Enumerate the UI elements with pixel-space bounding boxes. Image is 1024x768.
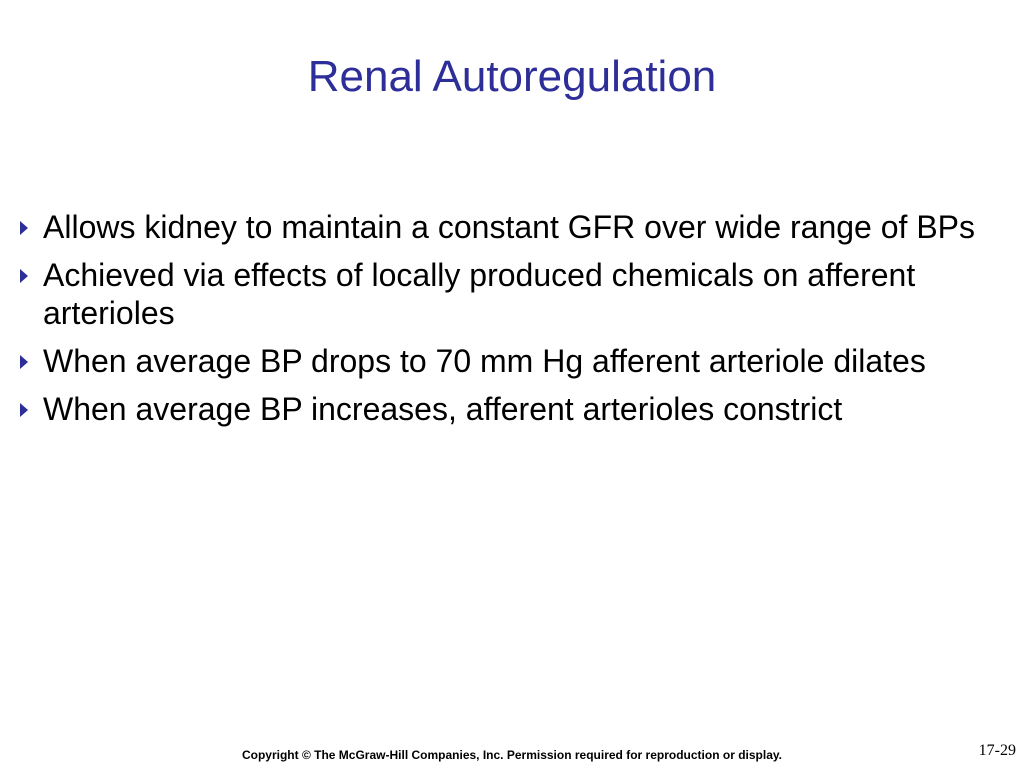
bullet-item [18, 208, 1008, 246]
triangle-right-icon [20, 221, 28, 235]
bullet-item [18, 342, 1008, 380]
bullet-text: When average BP increases, afferent arterioles constrict [43, 391, 843, 427]
triangle-right-icon [20, 403, 28, 417]
slide-title: Renal Autoregulation [307, 52, 717, 101]
bullet-text: When average BP drops to 70 mm Hg afferent arteriole dilates [43, 343, 926, 379]
triangle-right-icon [20, 355, 28, 369]
copyright-notice: Copyright © The McGraw-Hill Companies, Inc. Permission required for reproduction or display. [241, 748, 783, 762]
page-number: 17-29 [978, 742, 1016, 759]
bullet-item [18, 390, 1008, 428]
bullet-text: Allows kidney to maintain a constant GFR over wide range of BPs [43, 209, 975, 245]
bullet-item [18, 256, 1008, 332]
triangle-right-icon [20, 269, 28, 283]
bullet-text: Achieved via effects of locally produced chemicals on afferent arterioles [43, 257, 916, 331]
bullet-list [18, 208, 1008, 438]
